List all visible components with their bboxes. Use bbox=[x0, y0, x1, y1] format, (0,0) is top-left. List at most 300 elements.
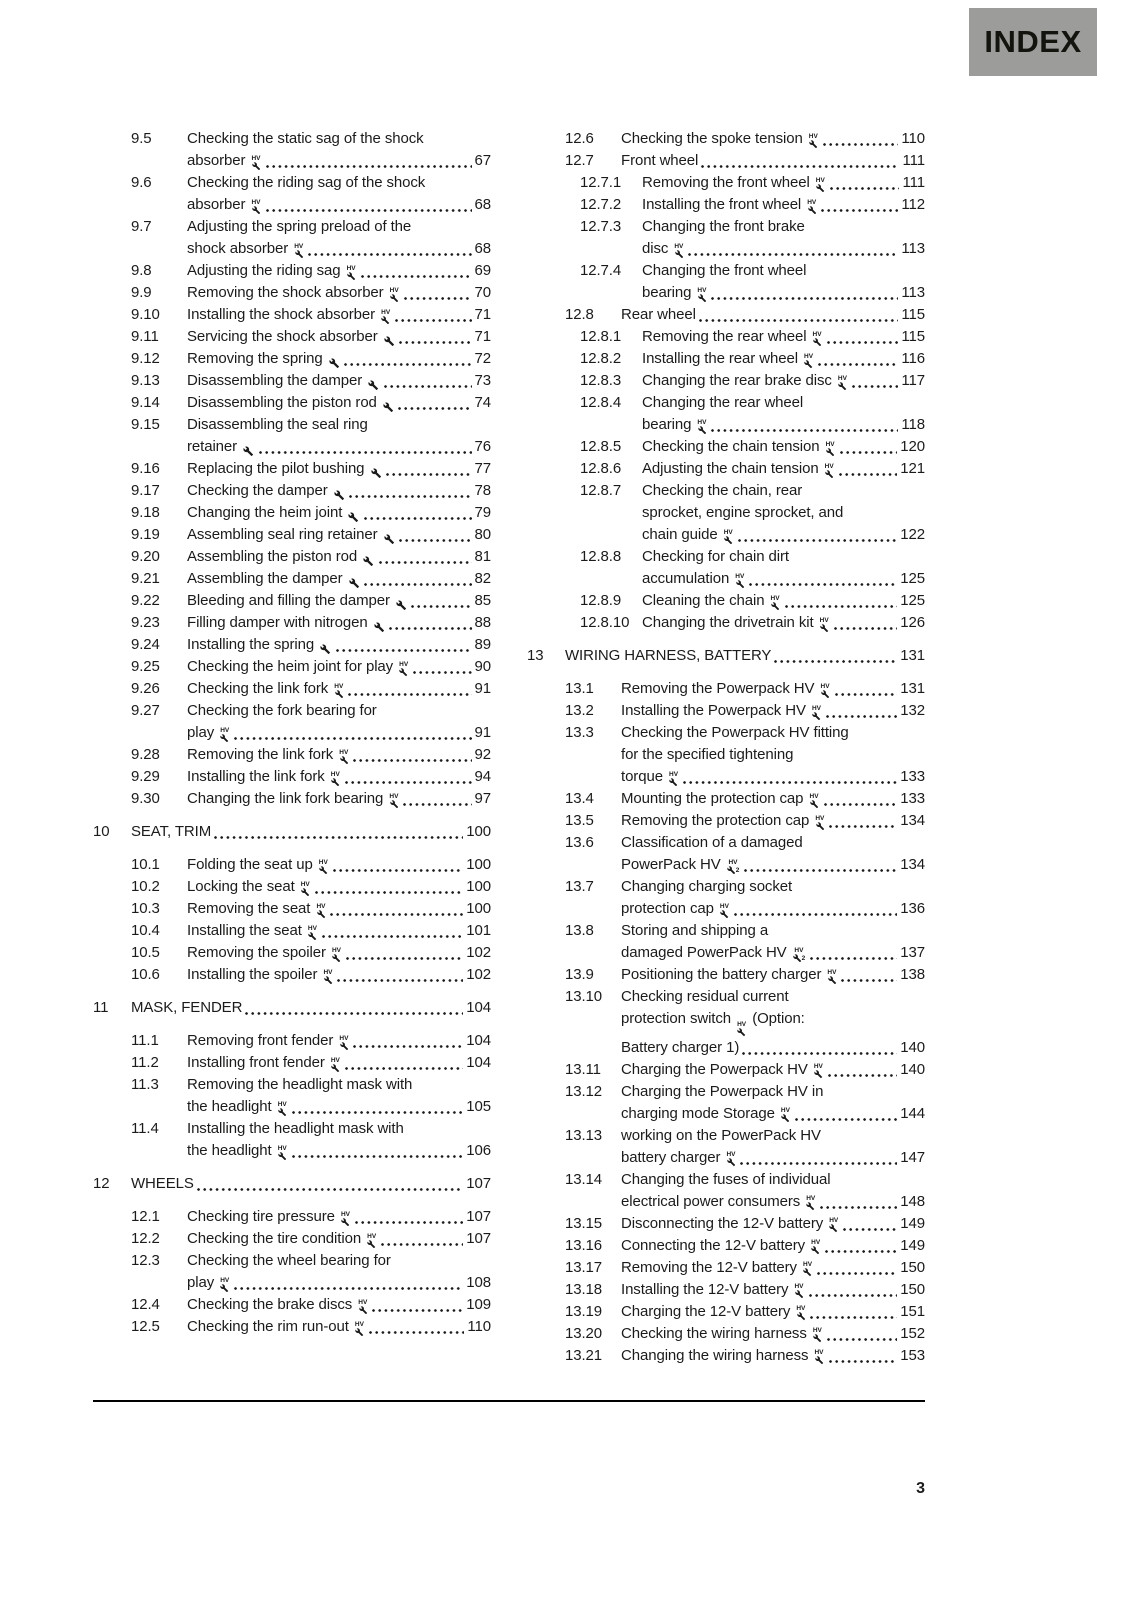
toc-entry-content bbox=[621, 1081, 925, 1125]
hv-technician-wrench-icon bbox=[803, 1262, 812, 1277]
toc-entry bbox=[527, 392, 925, 436]
dot-leader bbox=[740, 1162, 897, 1165]
toc-entry-content bbox=[642, 546, 925, 590]
hv-qualification-label: HV bbox=[811, 1239, 821, 1246]
toc-entry-title-text: Installing the Powerpack HV bbox=[621, 702, 810, 719]
dot-leader bbox=[349, 495, 471, 498]
toc-entry-line bbox=[187, 1052, 491, 1074]
toc-entry-title-text: MASK, FENDER bbox=[131, 999, 243, 1016]
toc-entry-page: 121 bbox=[900, 460, 925, 477]
wrench-icon bbox=[383, 402, 394, 413]
toc-entry-number: 13.12 bbox=[565, 1082, 603, 1100]
hv-technician-wrench-icon bbox=[813, 1328, 822, 1343]
toc-entry-page: 115 bbox=[901, 306, 925, 323]
dot-leader bbox=[841, 979, 897, 982]
toc-entry-line bbox=[621, 920, 925, 942]
hv-technician-wrench-icon bbox=[815, 816, 824, 831]
toc-entry-page: 70 bbox=[474, 284, 491, 301]
hv-qualification-label: HV bbox=[339, 748, 349, 756]
toc-entry-page: 150 bbox=[900, 1258, 925, 1276]
hv-technician-wrench-icon bbox=[331, 772, 340, 787]
dot-leader bbox=[413, 671, 471, 674]
hv-qualification-label: HV bbox=[389, 792, 399, 800]
wrench-glyph bbox=[698, 426, 707, 435]
toc-entry bbox=[527, 1323, 925, 1345]
toc-entry-page: 90 bbox=[474, 658, 491, 675]
wrench-icon bbox=[368, 380, 379, 391]
toc-entry-line bbox=[621, 722, 925, 744]
hv-technician-wrench-icon bbox=[334, 684, 343, 699]
toc-entry-line bbox=[621, 1059, 925, 1081]
hv-technician-wrench-icon bbox=[308, 926, 317, 941]
toc-entry-title-text: PowerPack HV bbox=[621, 856, 725, 873]
toc-entry-content bbox=[642, 458, 925, 480]
toc-entry-title-text: Folding the seat up bbox=[187, 856, 317, 873]
toc-entry-page: 71 bbox=[474, 306, 491, 323]
wrench-glyph bbox=[675, 250, 684, 259]
dot-leader bbox=[308, 253, 471, 256]
toc-entry-page: 152 bbox=[900, 1324, 925, 1342]
hv-technician-wrench-icon bbox=[331, 1058, 340, 1073]
dot-leader bbox=[827, 341, 899, 344]
wrench-glyph bbox=[308, 932, 317, 941]
toc-entry-line bbox=[642, 238, 925, 260]
toc-entry-line bbox=[642, 172, 925, 194]
hv-qualification-label: HV bbox=[820, 682, 830, 690]
wrench-glyph bbox=[737, 1028, 746, 1037]
toc-entry-title-text: Disassembling the piston rod bbox=[187, 394, 381, 411]
toc-entry-title-text: torque bbox=[621, 768, 667, 785]
wrench-glyph bbox=[811, 1246, 820, 1255]
toc-entry-content bbox=[187, 326, 491, 348]
toc-entry-page: 107 bbox=[466, 1175, 491, 1192]
wrench-glyph bbox=[795, 1290, 804, 1299]
toc-entry-content bbox=[621, 1345, 925, 1367]
hv-technician-wrench-icon bbox=[697, 288, 706, 303]
toc-entry-title-text: Assembling the damper bbox=[187, 570, 347, 587]
dot-leader bbox=[259, 451, 472, 454]
toc-entry-line bbox=[187, 854, 491, 876]
toc-entry-page: 92 bbox=[474, 746, 491, 763]
wrench-glyph bbox=[826, 448, 835, 457]
hv-technician-wrench-icon bbox=[737, 1022, 746, 1037]
toc-entry bbox=[93, 216, 491, 260]
toc-entry-content bbox=[187, 612, 491, 634]
toc-entry-line bbox=[187, 282, 491, 304]
toc-entry bbox=[93, 480, 491, 502]
toc-entry bbox=[527, 370, 925, 392]
toc-entry-line bbox=[621, 1103, 925, 1125]
toc-entry bbox=[527, 348, 925, 370]
toc-entry-number: 9.9 bbox=[131, 284, 152, 301]
toc-entry-title-text: Mounting the protection cap bbox=[621, 790, 808, 807]
wrench-glyph bbox=[320, 644, 331, 655]
toc-entry-number: 9.24 bbox=[131, 636, 160, 653]
hv-qualification-label: HV bbox=[812, 330, 822, 338]
toc-entry-number: 9.20 bbox=[131, 548, 160, 565]
hv-qualification-label: HV bbox=[804, 352, 814, 360]
wrench-glyph bbox=[301, 888, 310, 897]
toc-entry-line bbox=[621, 898, 925, 920]
toc-entry bbox=[93, 942, 491, 964]
toc-entry-page: 136 bbox=[900, 900, 925, 917]
toc-entry bbox=[527, 1345, 925, 1367]
dot-leader bbox=[337, 979, 463, 982]
hv-qualification-label: HV bbox=[674, 242, 684, 250]
toc-entry-page: 104 bbox=[466, 1032, 491, 1049]
toc-entry-title-text: Charging the 12-V battery bbox=[621, 1302, 795, 1320]
toc-entry-line bbox=[187, 1206, 491, 1228]
dot-leader bbox=[699, 319, 899, 322]
hv-qualification-label: HV bbox=[307, 924, 317, 932]
toc-entry-title-text: shock absorber bbox=[187, 240, 293, 257]
toc-entry-title-text: Checking the Powerpack HV fitting bbox=[621, 724, 849, 741]
toc-entry-page: 79 bbox=[474, 504, 491, 521]
toc-entry-line bbox=[642, 502, 925, 524]
toc-entry-page: 113 bbox=[901, 240, 925, 257]
toc-entry-page: 100 bbox=[466, 856, 491, 873]
dot-leader bbox=[234, 1287, 463, 1290]
dot-leader bbox=[364, 517, 472, 520]
wrench-glyph bbox=[340, 756, 349, 765]
toc-entry bbox=[93, 1206, 491, 1228]
dot-leader bbox=[344, 363, 471, 366]
hv-qualification-label: HV bbox=[837, 374, 847, 382]
toc-entry-content bbox=[187, 172, 491, 216]
toc-entry bbox=[527, 480, 925, 546]
toc-entry-line bbox=[621, 678, 925, 700]
toc-entry-line bbox=[621, 700, 925, 722]
toc-entry-page: 118 bbox=[901, 416, 925, 433]
hv-technician-wrench-icon bbox=[809, 134, 818, 149]
toc-entry-title-text: WIRING HARNESS, BATTERY bbox=[565, 647, 772, 664]
toc-entry-number: 12.2 bbox=[131, 1230, 160, 1247]
toc-entry bbox=[93, 172, 491, 216]
toc-entry-page: 107 bbox=[466, 1230, 491, 1247]
toc-entry-page: 91 bbox=[474, 724, 491, 741]
toc-entry bbox=[527, 788, 925, 810]
toc-entry-content bbox=[621, 678, 925, 700]
toc-entry bbox=[527, 590, 925, 612]
wrench-glyph bbox=[349, 578, 360, 589]
toc-entry-line bbox=[187, 238, 491, 260]
wrench-glyph bbox=[252, 206, 261, 215]
toc-entry-number: 9.17 bbox=[131, 482, 160, 499]
hv-qualification-label: HV bbox=[358, 1298, 368, 1306]
wrench-glyph bbox=[813, 338, 822, 347]
toc-entry-title-text: play bbox=[187, 724, 219, 741]
toc-entry-page: 72 bbox=[474, 350, 491, 367]
hv-qualification-label: HV bbox=[277, 1100, 287, 1108]
toc-entry-line bbox=[131, 997, 491, 1019]
dot-leader bbox=[795, 1118, 897, 1121]
toc-entry bbox=[93, 1316, 491, 1338]
dot-leader bbox=[292, 1155, 464, 1158]
toc-entry-content bbox=[131, 1173, 491, 1195]
toc-entry-page: 81 bbox=[474, 548, 491, 565]
dot-leader bbox=[386, 473, 472, 476]
hv-qualification-label: HV bbox=[251, 198, 261, 206]
hv-technician-wrench-icon bbox=[829, 1218, 838, 1233]
toc-entry-page: 116 bbox=[901, 350, 925, 367]
toc-entry-page: 97 bbox=[474, 790, 491, 807]
dot-leader bbox=[829, 1360, 898, 1363]
toc-entry-content bbox=[565, 645, 925, 667]
toc-entry bbox=[527, 964, 925, 986]
hv-qualification-label: HV bbox=[803, 1261, 813, 1268]
wrench-glyph bbox=[399, 668, 408, 677]
index-title: INDEX bbox=[984, 24, 1082, 59]
toc-entry-number: 9.7 bbox=[131, 218, 152, 235]
wrench-glyph bbox=[396, 600, 407, 611]
toc-entry-content bbox=[187, 788, 491, 810]
toc-entry-number: 12 bbox=[93, 1175, 110, 1192]
toc-entry-line bbox=[642, 348, 925, 370]
toc-entry-number: 12.8.2 bbox=[580, 350, 622, 367]
wrench-icon bbox=[384, 336, 395, 347]
toc-entry-number: 10 bbox=[93, 823, 110, 840]
toc-entry bbox=[93, 1250, 491, 1294]
toc-entry-number: 13.19 bbox=[565, 1302, 603, 1320]
wrench-glyph bbox=[727, 1158, 736, 1167]
toc-entry-title-text: for the specified tightening bbox=[621, 746, 794, 763]
toc-entry-line bbox=[131, 1173, 491, 1195]
toc-entry-number: 12.7 bbox=[565, 152, 594, 169]
hv-qualification-label: HV bbox=[277, 1144, 287, 1152]
dot-leader bbox=[711, 429, 898, 432]
hv-technician-wrench-icon bbox=[381, 310, 390, 325]
toc-entry bbox=[527, 1125, 925, 1169]
hv2-technician-wrench-icon bbox=[727, 860, 740, 875]
dot-leader bbox=[834, 627, 898, 630]
dot-leader bbox=[840, 451, 898, 454]
toc-entry-page: 69 bbox=[474, 262, 491, 279]
toc-entry-line bbox=[187, 788, 491, 810]
wrench-glyph bbox=[793, 954, 806, 963]
hv-technician-wrench-icon bbox=[278, 1146, 287, 1161]
wrench-icon bbox=[243, 446, 254, 457]
toc-entry-line bbox=[621, 304, 925, 326]
hv-qualification-label: HV bbox=[723, 528, 733, 536]
toc-entry-content bbox=[621, 304, 925, 326]
wrench-glyph bbox=[383, 402, 394, 413]
toc-entry-page: 111 bbox=[902, 174, 925, 191]
toc-entry-number: 11.3 bbox=[131, 1076, 159, 1093]
toc-entry-content bbox=[187, 1074, 491, 1118]
toc-entry-number: 9.6 bbox=[131, 174, 152, 191]
toc-entry-line bbox=[642, 194, 925, 216]
toc-entry bbox=[93, 282, 491, 304]
wrench-glyph bbox=[243, 446, 254, 457]
toc-entry-number: 9.30 bbox=[131, 790, 160, 807]
toc-entry-page: 107 bbox=[466, 1208, 491, 1225]
toc-entry-number: 12.7.2 bbox=[580, 196, 622, 213]
hv-qualification-label: HV bbox=[381, 308, 391, 316]
toc-entry bbox=[93, 502, 491, 524]
toc-entry-title-text: Assembling seal ring retainer bbox=[187, 526, 382, 543]
toc-entry-page: 110 bbox=[467, 1318, 491, 1335]
wrench-icon bbox=[384, 534, 395, 545]
dot-leader bbox=[742, 1052, 897, 1055]
toc-entry-content bbox=[187, 1294, 491, 1316]
index-header-box bbox=[969, 8, 1097, 76]
toc-entry-number: 13.15 bbox=[565, 1214, 603, 1232]
toc-entry-page: 104 bbox=[466, 999, 491, 1016]
toc-entry-title-text: Changing the fuses of individual bbox=[621, 1170, 831, 1188]
dot-leader bbox=[821, 209, 898, 212]
toc-entry-title-text: battery charger bbox=[621, 1148, 725, 1166]
toc-entry-line bbox=[642, 326, 925, 348]
wrench-icon bbox=[329, 358, 340, 369]
toc-entry bbox=[93, 1228, 491, 1250]
toc-entry-page: 71 bbox=[474, 328, 491, 345]
dot-leader bbox=[364, 583, 471, 586]
toc-entry-line bbox=[187, 942, 491, 964]
wrench-icon bbox=[348, 512, 359, 523]
toc-entry-title-text: Disassembling the damper bbox=[187, 372, 367, 389]
toc-entry-number: 9.16 bbox=[131, 460, 160, 477]
wrench-glyph bbox=[319, 866, 328, 875]
toc-entry-number: 12.8.9 bbox=[580, 592, 622, 609]
toc-entry-title-text: protection switch bbox=[621, 1010, 736, 1027]
toc-entry bbox=[527, 920, 925, 964]
hv-qualification-label: HV bbox=[697, 418, 707, 426]
toc-entry-page: 133 bbox=[900, 790, 925, 807]
toc-entry-number: 13.13 bbox=[565, 1126, 603, 1144]
hv-qualification-label: HV bbox=[726, 1151, 736, 1158]
toc-entry-content bbox=[621, 1301, 925, 1323]
hv-qualification-label: HV bbox=[827, 968, 837, 976]
toc-entry bbox=[527, 1169, 925, 1213]
toc-entry-line bbox=[187, 194, 491, 216]
hv-qualification-label: HV bbox=[824, 462, 834, 470]
toc-entry-title-text: Removing the rear wheel bbox=[642, 328, 811, 345]
hv-technician-wrench-icon bbox=[332, 948, 341, 963]
toc-entry-line bbox=[642, 590, 925, 612]
toc-entry-content bbox=[187, 260, 491, 282]
toc-entry bbox=[527, 832, 925, 876]
dot-leader bbox=[827, 1338, 897, 1341]
toc-entry-line bbox=[187, 1272, 491, 1294]
toc-entry-line bbox=[187, 392, 491, 414]
wrench-icon bbox=[363, 556, 374, 567]
toc-entry bbox=[527, 1279, 925, 1301]
toc-entry bbox=[93, 546, 491, 568]
toc-entry-line bbox=[187, 304, 491, 326]
toc-entry-title-text: disc bbox=[642, 240, 673, 257]
wrench-glyph bbox=[809, 140, 818, 149]
toc-entry-number: 13.5 bbox=[565, 812, 594, 829]
wrench-glyph bbox=[727, 866, 740, 875]
toc-entry-line bbox=[621, 128, 925, 150]
toc-entry-line bbox=[187, 964, 491, 986]
toc-entry bbox=[527, 436, 925, 458]
toc-entry-title-text: Checking the static sag of the shock bbox=[187, 130, 424, 147]
toc-entry-line bbox=[187, 1228, 491, 1250]
toc-entry-number: 9.23 bbox=[131, 614, 160, 631]
toc-entry-line bbox=[642, 546, 925, 568]
toc-entry-line bbox=[642, 458, 925, 480]
toc-entry-page: 105 bbox=[466, 1098, 491, 1115]
toc-entry-line bbox=[621, 744, 925, 766]
toc-entry-title-text: Checking the chain, rear bbox=[642, 482, 803, 499]
toc-entry-line bbox=[621, 876, 925, 898]
wrench-glyph bbox=[348, 512, 359, 523]
wrench-glyph bbox=[252, 162, 261, 171]
dot-leader bbox=[345, 1067, 463, 1070]
wrench-glyph bbox=[816, 822, 825, 831]
dot-leader bbox=[398, 407, 471, 410]
toc-entry bbox=[527, 722, 925, 788]
toc-entry-title-text: Checking the rim run-out bbox=[187, 1318, 353, 1335]
toc-entry-title-text: accumulation bbox=[642, 570, 734, 587]
toc-entry-content bbox=[187, 1206, 491, 1228]
toc-entry bbox=[93, 1294, 491, 1316]
toc-entry-number: 12.8.1 bbox=[580, 328, 622, 345]
toc-entry bbox=[93, 304, 491, 326]
toc-entry-content bbox=[621, 920, 925, 964]
wrench-glyph bbox=[359, 1306, 368, 1315]
toc-entry-content bbox=[187, 656, 491, 678]
toc-entry-line bbox=[642, 414, 925, 436]
hv-technician-wrench-icon bbox=[301, 882, 310, 897]
toc-entry bbox=[527, 986, 925, 1059]
toc-entry-number: 9.5 bbox=[131, 130, 152, 147]
dot-leader bbox=[355, 1221, 463, 1224]
hv-qualification-label: HV bbox=[220, 1276, 230, 1284]
hv-qualification-label: HV bbox=[806, 1195, 816, 1202]
wrench-glyph bbox=[384, 336, 395, 347]
toc-entry-content bbox=[642, 590, 925, 612]
toc-entry-title-text: Checking the heim joint for play bbox=[187, 658, 398, 675]
toc-entry bbox=[93, 744, 491, 766]
hv-qualification-label: HV bbox=[339, 1034, 349, 1042]
toc-entry bbox=[93, 414, 491, 458]
hv2-technician-wrench-icon bbox=[793, 948, 806, 963]
toc-entry-title-text: Removing the spring bbox=[187, 350, 327, 367]
toc-entry-content bbox=[187, 766, 491, 788]
hv-qualification-label: HV bbox=[323, 968, 333, 976]
toc-entry-page: 104 bbox=[466, 1054, 491, 1071]
hv-technician-wrench-icon bbox=[278, 1102, 287, 1117]
toc-entry-content bbox=[621, 150, 925, 172]
toc-entry-title-text: damaged PowerPack HV bbox=[621, 944, 791, 961]
dot-leader bbox=[829, 825, 897, 828]
toc-entry-line bbox=[621, 854, 925, 876]
wrench-glyph bbox=[803, 1268, 812, 1277]
toc-entry-title-text: Checking residual current bbox=[621, 988, 789, 1005]
toc-entry-content bbox=[621, 810, 925, 832]
toc-entry-content bbox=[187, 634, 491, 656]
toc-entry-content bbox=[621, 876, 925, 920]
toc-entry-line bbox=[187, 326, 491, 348]
toc-entry-content bbox=[187, 568, 491, 590]
dot-leader bbox=[322, 935, 463, 938]
hv-technician-wrench-icon bbox=[697, 420, 706, 435]
toc-entry-page: 149 bbox=[900, 1236, 925, 1254]
toc-entry-title-text: Adjusting the spring preload of the bbox=[187, 218, 412, 235]
wrench-glyph bbox=[838, 382, 847, 391]
toc-entry-title-text: Checking for chain dirt bbox=[642, 548, 789, 565]
toc-entry-page: 77 bbox=[474, 460, 491, 477]
toc-entry bbox=[93, 568, 491, 590]
toc-entry-title-text: Removing the front wheel bbox=[642, 174, 814, 191]
wrench-glyph bbox=[368, 380, 379, 391]
wrench-glyph bbox=[341, 1218, 350, 1227]
wrench-glyph bbox=[720, 910, 729, 919]
toc-entry-title-text: Changing the wiring harness bbox=[621, 1346, 813, 1364]
wrench-glyph bbox=[698, 294, 707, 303]
